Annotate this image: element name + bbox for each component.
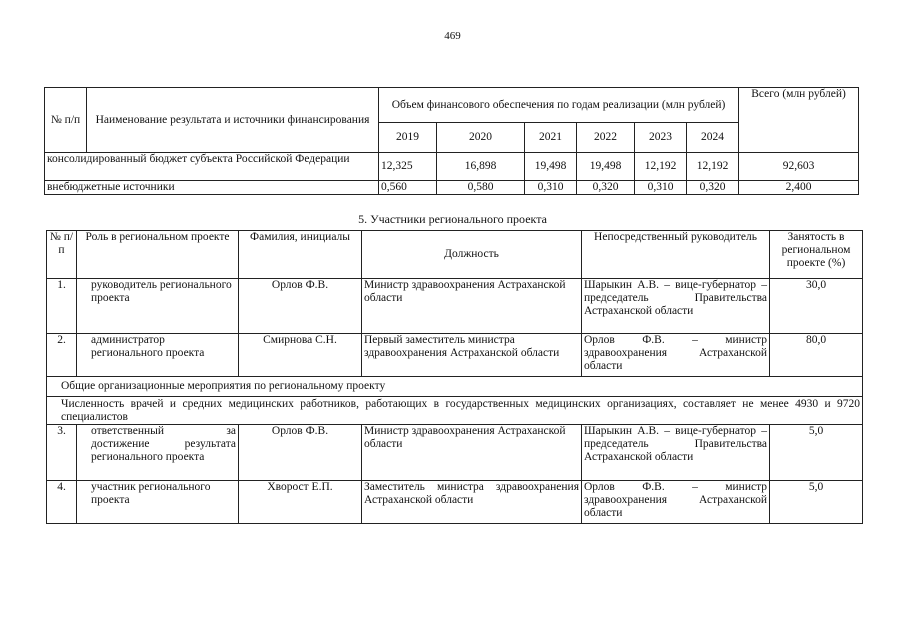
table-row — [47, 334, 863, 377]
part-header-position: Должность — [362, 231, 582, 279]
part-header-supervisor: Непосредственный руководитель — [582, 231, 770, 279]
part-position-cell: Заместитель министра здравоохранения Астраханской области — [362, 481, 582, 524]
part-employment-cell: 80,0 — [770, 334, 863, 377]
part-supervisor-cell: Шарыкин А.В. – вице-губернатор – председатель Правительства Астраханской области — [582, 279, 770, 334]
part-role-cell: участник регионального проекта — [77, 481, 239, 524]
fin-year-cell: 2019 — [379, 123, 437, 153]
fin-header-no: № п/п — [45, 88, 87, 153]
fin-value-cell: 0,310 — [525, 181, 577, 195]
part-no-cell: 4. — [47, 481, 77, 524]
part-position-cell: Первый заместитель министра здравоохранения Астраханской области — [362, 334, 582, 377]
part-position-cell: Министр здравоохранения Астраханской области — [362, 279, 582, 334]
merged-row-result: Численность врачей и средних медицинских работников, работающих в государственных медицинских организациях, составляет не менее 4930 и 9720 специалистов — [47, 397, 863, 425]
part-employment-cell: 30,0 — [770, 279, 863, 334]
table-row — [47, 425, 863, 481]
part-role-cell: руководитель регионального проекта — [77, 279, 239, 334]
part-supervisor-cell: Шарыкин А.В. – вице-губернатор – председатель Правительства Астраханской области — [582, 425, 770, 481]
table-row — [45, 153, 859, 181]
fin-row-name: внебюджетные источники — [45, 181, 379, 195]
fin-total-cell: 92,603 — [739, 153, 859, 181]
fin-header-total: Всего (млн рублей) — [739, 88, 859, 153]
page-number: 469 — [444, 30, 461, 42]
fin-year-cell: 2023 — [635, 123, 687, 153]
finance-table — [44, 87, 859, 195]
fin-value-cell: 12,192 — [635, 153, 687, 181]
part-name-cell: Смирнова С.Н. — [239, 334, 362, 377]
table-row — [47, 279, 863, 334]
fin-value-cell: 12,192 — [687, 153, 739, 181]
fin-year-cell: 2024 — [687, 123, 739, 153]
fin-value-cell: 0,310 — [635, 181, 687, 195]
part-header-no: № п/п — [47, 231, 77, 279]
part-supervisor-cell: Орлов Ф.В. – министр здравоохранения Астраханской области — [582, 481, 770, 524]
part-header-role: Роль в региональном проекте — [77, 231, 239, 279]
part-name-cell: Орлов Ф.В. — [239, 279, 362, 334]
fin-value-cell: 0,320 — [687, 181, 739, 195]
fin-header-volume: Объем финансового обеспечения по годам реализации (млн рублей) — [379, 88, 739, 123]
section-title: 5. Участники регионального проекта — [358, 212, 547, 226]
fin-value-cell: 12,325 — [379, 153, 437, 181]
merged-row-general: Общие организационные мероприятия по региональному проекту — [47, 377, 863, 397]
fin-value-cell: 0,320 — [577, 181, 635, 195]
fin-value-cell: 19,498 — [577, 153, 635, 181]
table-row — [47, 481, 863, 524]
fin-total-cell: 2,400 — [739, 181, 859, 195]
fin-year-cell: 2022 — [577, 123, 635, 153]
fin-year-cell: 2020 — [437, 123, 525, 153]
part-position-cell: Министр здравоохранения Астраханской области — [362, 425, 582, 481]
fin-value-cell: 0,580 — [437, 181, 525, 195]
fin-row-name: консолидированный бюджет субъекта Российской Федерации — [45, 153, 379, 181]
part-name-cell: Хворост Е.П. — [239, 481, 362, 524]
fin-header-name: Наименование результата и источники финансирования — [87, 88, 379, 153]
part-header-employment: Занятость в региональном проекте (%) — [770, 231, 863, 279]
fin-value-cell: 19,498 — [525, 153, 577, 181]
part-header-name: Фамилия, инициалы — [239, 231, 362, 279]
table-row — [47, 377, 863, 397]
part-employment-cell: 5,0 — [770, 425, 863, 481]
participants-table — [46, 230, 863, 524]
part-role-cell: администратор регионального проекта — [77, 334, 239, 377]
fin-year-cell: 2021 — [525, 123, 577, 153]
fin-value-cell: 0,560 — [379, 181, 437, 195]
part-no-cell: 2. — [47, 334, 77, 377]
part-no-cell: 3. — [47, 425, 77, 481]
fin-value-cell: 16,898 — [437, 153, 525, 181]
part-role-cell: ответственный за достижение результата регионального проекта — [77, 425, 239, 481]
part-name-cell: Орлов Ф.В. — [239, 425, 362, 481]
table-row — [47, 397, 863, 425]
part-supervisor-cell: Орлов Ф.В. – министр здравоохранения Астраханской области — [582, 334, 770, 377]
part-no-cell: 1. — [47, 279, 77, 334]
table-row — [45, 181, 859, 195]
part-employment-cell: 5,0 — [770, 481, 863, 524]
